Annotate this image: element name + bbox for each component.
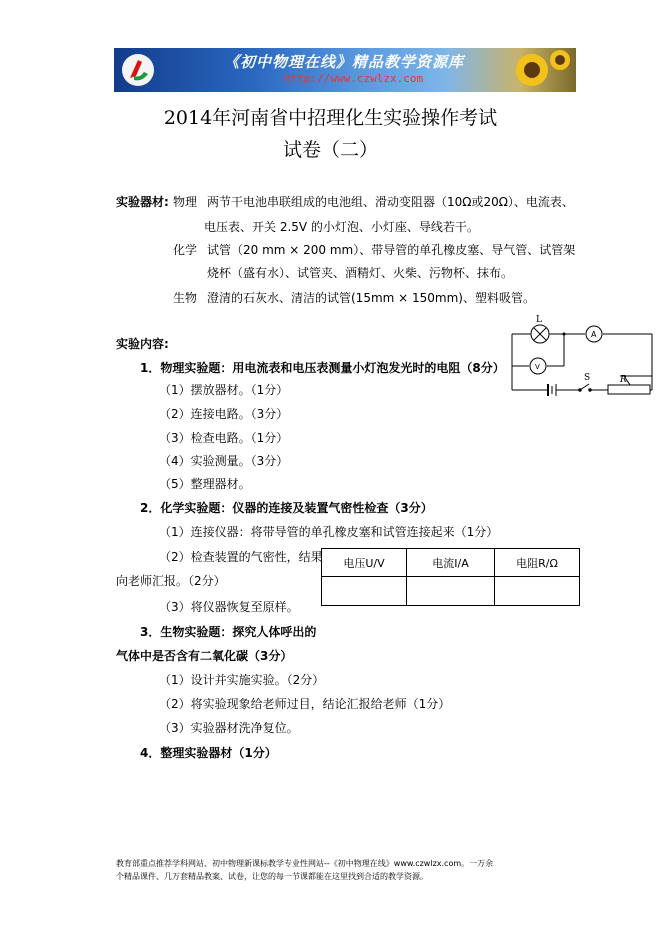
equipment-heading: 实验器材: [116, 195, 169, 209]
footer-line: 教育部重点推荐学科网站、初中物理新课标教学专业性网站--《初中物理在线》www.czwlzx.com。一万余 [116, 859, 494, 868]
question-3-step: （2）将实验现象给老师过目，结论汇报给老师（1分） [159, 697, 451, 711]
question-2-step-2b: 向老师汇报。（2分） [116, 574, 226, 588]
question-4-title: 4．整理实验器材（1分） [140, 746, 277, 760]
sunflower-icon [510, 50, 570, 90]
question-1-step: （3）检查电路。（1分） [159, 431, 289, 445]
table-header-cell: 电压U/V [322, 549, 407, 577]
question-1-step: （2）连接电路。（3分） [159, 407, 289, 421]
question-3-title-cont: 气体中是否含有二氧化碳（3分） [116, 649, 293, 663]
table-row [322, 577, 580, 606]
footer-line: 个精品课件、几万套精品教案、试卷，让您的每一节课都能在这里找到合适的教学资源。 [116, 872, 428, 881]
voltmeter-label: V [535, 363, 540, 371]
table-cell[interactable] [407, 577, 495, 606]
page-subtitle: 试卷（二） [282, 139, 378, 161]
question-3-step: （1）设计并实施实验。（2分） [159, 673, 325, 687]
circuit-diagram [508, 310, 656, 402]
table-header-cell: 电流I/A [407, 549, 495, 577]
question-3-title: 3．生物实验题：探究人体呼出的 [140, 625, 317, 639]
biology-equipment-line1: 澄清的石灰水、清洁的试管(15mm × 150mm)、塑料吸管。 [207, 291, 535, 305]
question-1-step: （5）整理器材。 [159, 477, 251, 491]
chemistry-equipment-line2: 烧杯（盛有水）、试管夹、酒精灯、火柴、污物杯、抹布。 [207, 266, 514, 280]
switch-label: S [584, 373, 591, 383]
question-2-step-3: （3）将仪器恢复至原样。 [159, 600, 299, 614]
physics-equipment-line2: 电压表、开关 2.5V 的小灯泡、小灯座、导线若干。 [204, 220, 479, 234]
physics-label: 物理 [173, 195, 198, 209]
header-banner [114, 48, 576, 92]
logo-icon [120, 52, 156, 88]
question-2-title: 2．化学实验题：仪器的连接及装置气密性检查（3分） [140, 501, 433, 515]
question-1-title: 1．物理实验题：用电流表和电压表测量小灯泡发光时的电阻（8分） [140, 361, 505, 375]
question-2-step-2a: （2）检查装置的气密性，结果 [159, 550, 323, 564]
physics-equipment-line1: 两节干电池串联组成的电池组、滑动变阻器（10Ω或20Ω）、电流表、 [207, 195, 574, 209]
question-1-step: （1）摆放器材。（1分） [159, 383, 289, 397]
footer [116, 857, 586, 883]
lamp-label: L [536, 315, 542, 325]
banner-title: 《初中物理在线》精品教学资源库 [224, 53, 465, 71]
page-title: 2014年河南省中招理化生实验操作考试 [163, 107, 498, 129]
measurement-table [321, 548, 580, 606]
rheostat-label: R [620, 375, 627, 385]
question-3-step: （3）实验器材洗净复位。 [159, 721, 299, 735]
table-header-cell: 电阻R/Ω [495, 549, 580, 577]
question-1-step: （4）实验测量。（3分） [159, 454, 289, 468]
ammeter-label: A [591, 330, 597, 339]
table-header-row [322, 549, 580, 577]
biology-label: 生物 [173, 291, 198, 305]
content-heading: 实验内容: [116, 337, 169, 351]
table-cell[interactable] [495, 577, 580, 606]
banner-url[interactable]: http://www.czwlzx.com [284, 72, 424, 85]
chemistry-label: 化学 [173, 243, 198, 257]
question-2-step-1: （1）连接仪器：将带导管的单孔橡皮塞和试管连接起来（1分） [159, 525, 499, 539]
table-cell[interactable] [322, 577, 407, 606]
chemistry-equipment-line1: 试管（20 mm × 200 mm）、带导管的单孔橡皮塞、导气管、试管架 [207, 243, 576, 257]
